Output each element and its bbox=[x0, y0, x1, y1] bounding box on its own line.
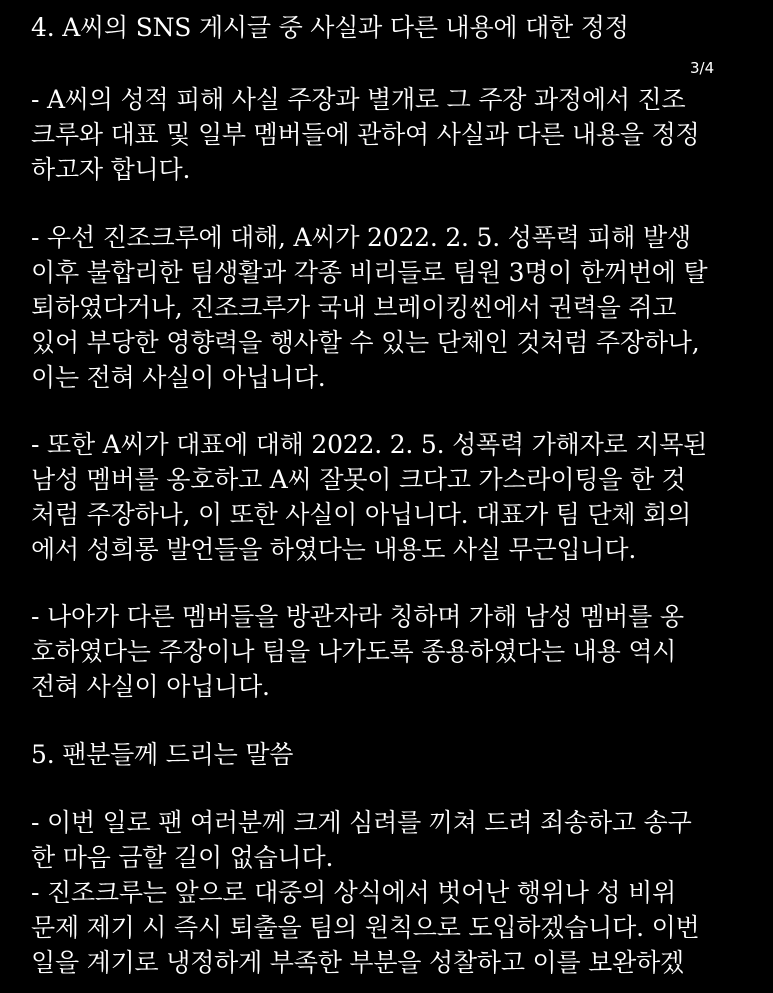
paragraph-line: - 진조크루는 앞으로 대중의 상식에서 벗어난 행위나 성 비위 bbox=[31, 878, 677, 907]
paragraph-line: - 이번 일로 팬 여러분께 크게 심려를 끼쳐 드려 죄송하고 송구 bbox=[31, 808, 692, 837]
section-heading-5: 5. 팬분들께 드리는 말씀 bbox=[31, 740, 294, 769]
paragraph-line: 남성 멤버를 옹호하고 A씨 잘못이 크다고 가스라이팅을 한 것 bbox=[31, 465, 686, 494]
paragraph-line: 호하였다는 주장이나 팀을 나가도록 종용하였다는 내용 역시 bbox=[31, 637, 677, 666]
paragraph-line: 문제 제기 시 즉시 퇴출을 팀의 원칙으로 도입하겠습니다. 이번 bbox=[31, 913, 700, 942]
paragraph-line: 에서 성희롱 발언들을 하였다는 내용도 사실 무근입니다. bbox=[31, 535, 637, 564]
paragraph-line: 하고자 합니다. bbox=[31, 155, 191, 184]
paragraph-line: 있어 부당한 영향력을 행사할 수 있는 단체인 것처럼 주장하나, bbox=[31, 328, 700, 357]
paragraph-line: - 또한 A씨가 대표에 대해 2022. 2. 5. 성폭력 가해자로 지목된 bbox=[31, 430, 708, 459]
paragraph-line: 일을 계기로 냉정하게 부족한 부분을 성찰하고 이를 보완하겠 bbox=[31, 948, 684, 977]
paragraph-line: 한 마음 금할 길이 없습니다. bbox=[31, 843, 334, 872]
paragraph-line: 이후 불합리한 팀생활과 각종 비리들로 팀원 3명이 한꺼번에 탈 bbox=[31, 258, 708, 287]
section-heading-4: 4. A씨의 SNS 게시글 중 사실과 다른 내용에 대한 정정 bbox=[31, 13, 629, 42]
paragraph-line: 전혀 사실이 아닙니다. bbox=[31, 672, 270, 701]
paragraph-line: - 나아가 다른 멤버들을 방관자라 칭하며 가해 남성 멤버를 옹 bbox=[31, 602, 684, 631]
page-indicator: 3/4 bbox=[690, 59, 715, 77]
paragraph-line: 처럼 주장하나, 이 또한 사실이 아닙니다. 대표가 팀 단체 회의 bbox=[31, 500, 692, 529]
paragraph-line: 크루와 대표 및 일부 멤버들에 관하여 사실과 다른 내용을 정정 bbox=[31, 120, 700, 149]
paragraph-line: 퇴하였다거나, 진조크루가 국내 브레이킹씬에서 권력을 쥐고 bbox=[31, 293, 677, 322]
paragraph-line: - A씨의 성적 피해 사실 주장과 별개로 그 주장 과정에서 진조 bbox=[31, 85, 686, 114]
paragraph-line: - 우선 진조크루에 대해, A씨가 2022. 2. 5. 성폭력 피해 발생 bbox=[31, 223, 691, 252]
paragraph-line: 이는 전혀 사실이 아닙니다. bbox=[31, 363, 326, 392]
